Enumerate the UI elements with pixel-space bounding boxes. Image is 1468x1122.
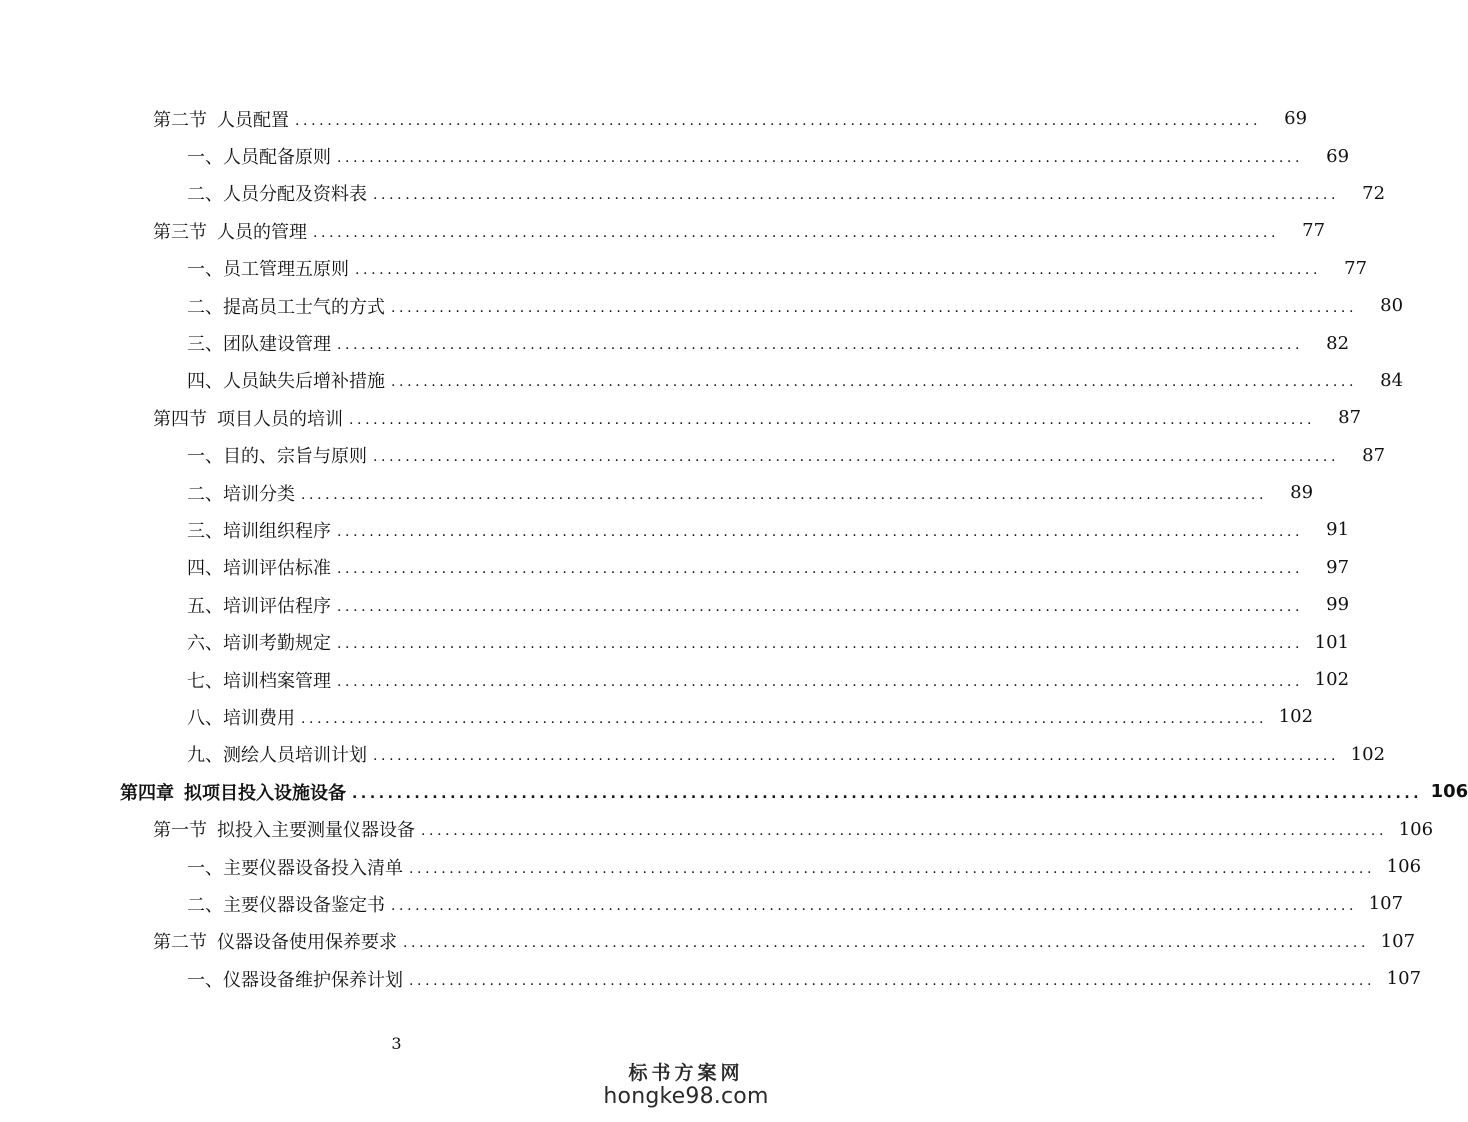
- toc-dot-leader: ........................................................................................................................: [337, 150, 1304, 167]
- toc-dot-leader: ........................................................................................................................: [373, 748, 1340, 765]
- toc-entry-item[interactable]: [0, 324, 1350, 361]
- toc-entry-label: 第二节: [153, 109, 207, 131]
- watermark-url: hongke98.com: [603, 1084, 769, 1109]
- toc-entry-title: [187, 480, 295, 506]
- toc-entry-text: 五、培训评估程序: [187, 595, 331, 617]
- toc-dot-leader: ........................................................................................................................: [301, 710, 1268, 727]
- toc-entry-text: 仪器设备使用保养要求: [217, 932, 397, 954]
- toc-dot-leader: ........................................................................................................................: [352, 785, 1423, 802]
- toc-entry-section[interactable]: [0, 810, 1434, 847]
- toc-dot-leader: ........................................................................................................................: [337, 636, 1304, 653]
- table-of-contents: [0, 100, 1468, 997]
- toc-entry-item[interactable]: [0, 250, 1368, 287]
- toc-entry-item[interactable]: [0, 960, 1422, 997]
- toc-entry-label: 第二节: [153, 932, 207, 954]
- toc-entry-title: [153, 816, 415, 842]
- toc-entry-page: 101: [1314, 631, 1350, 653]
- toc-entry-page: 84: [1380, 369, 1404, 391]
- toc-entry-text: 二、人员分配及资料表: [187, 184, 367, 206]
- toc-entry-item[interactable]: [0, 848, 1422, 885]
- toc-entry-section[interactable]: [0, 923, 1416, 960]
- toc-dot-leader: ........................................................................................................................: [373, 449, 1340, 466]
- toc-entry-text: 一、人员配备原则: [187, 147, 331, 169]
- toc-entry-item[interactable]: [0, 549, 1350, 586]
- toc-entry-title: [187, 143, 331, 169]
- toc-entry-item[interactable]: [0, 287, 1404, 324]
- toc-entry-section[interactable]: [0, 100, 1308, 137]
- toc-entry-page: 106: [1386, 856, 1422, 877]
- toc-entry-text: 一、主要仪器设备投入清单: [187, 857, 403, 879]
- toc-entry-page: 87: [1338, 407, 1362, 429]
- toc-entry-text: 三、培训组织程序: [187, 520, 331, 542]
- toc-entry-page: 77: [1344, 257, 1368, 279]
- toc-dot-leader: ........................................................................................................................: [337, 598, 1304, 615]
- toc-entry-title: [187, 629, 331, 655]
- toc-entry-item[interactable]: [0, 175, 1386, 212]
- toc-entry-page: 69: [1326, 145, 1350, 167]
- toc-dot-leader: ........................................................................................................................: [295, 112, 1262, 129]
- toc-entry-text: 四、人员缺失后增补措施: [187, 371, 385, 393]
- toc-entry-text: 一、员工管理五原则: [187, 259, 349, 281]
- toc-entry-title: [187, 592, 331, 618]
- toc-entry-page: 102: [1314, 669, 1350, 691]
- toc-entry-section[interactable]: [0, 212, 1326, 249]
- toc-entry-title: [187, 180, 367, 206]
- toc-dot-leader: ........................................................................................................................: [391, 374, 1358, 391]
- toc-entry-label: 第三节: [153, 221, 207, 243]
- toc-entry-page: 102: [1278, 706, 1314, 728]
- toc-entry-title: [187, 517, 331, 543]
- toc-entry-title: [187, 667, 331, 693]
- toc-entry-text: 人员配置: [217, 109, 289, 131]
- watermark-name: 标书方案网: [628, 1062, 744, 1084]
- toc-entry-page: 99: [1326, 594, 1350, 616]
- toc-entry-label: 第四章: [120, 782, 174, 804]
- toc-entry-page: 97: [1326, 556, 1350, 578]
- toc-dot-leader: ........................................................................................................................: [301, 486, 1268, 503]
- toc-entry-text: 三、团队建设管理: [187, 334, 331, 356]
- toc-entry-label: 第一节: [153, 820, 207, 842]
- toc-entry-page: 89: [1290, 482, 1314, 504]
- toc-entry-text: 二、主要仪器设备鉴定书: [187, 894, 385, 916]
- toc-entry-text: 拟投入主要测量仪器设备: [217, 820, 415, 842]
- toc-entry-page: 80: [1380, 295, 1404, 317]
- toc-entry-item[interactable]: [0, 511, 1350, 548]
- toc-entry-item[interactable]: [0, 661, 1350, 698]
- toc-entry-text: 四、培训评估标准: [187, 558, 331, 580]
- toc-entry-title: [187, 741, 367, 767]
- toc-entry-page: 102: [1350, 743, 1386, 765]
- toc-entry-page: 107: [1368, 893, 1404, 915]
- toc-entry-title: [187, 367, 385, 393]
- toc-entry-title: [153, 405, 343, 431]
- toc-dot-leader: ........................................................................................................................: [337, 673, 1304, 690]
- site-watermark: [591, 1062, 781, 1110]
- toc-entry-page: 72: [1362, 182, 1386, 204]
- toc-dot-leader: ........................................................................................................................: [409, 860, 1376, 877]
- toc-entry-item[interactable]: [0, 586, 1350, 623]
- toc-dot-leader: ........................................................................................................................: [373, 187, 1340, 204]
- toc-entry-section[interactable]: [0, 399, 1362, 436]
- toc-entry-text: 一、仪器设备维护保养计划: [187, 969, 403, 991]
- toc-entry-page: 82: [1326, 332, 1350, 354]
- toc-entry-page: 106: [1430, 781, 1468, 803]
- toc-entry-page: 106: [1398, 818, 1434, 840]
- toc-entry-item[interactable]: [0, 137, 1350, 174]
- toc-entry-chapter[interactable]: [0, 773, 1468, 810]
- toc-entry-title: [187, 255, 349, 281]
- toc-entry-label: 第四节: [153, 408, 207, 430]
- toc-entry-title: [120, 779, 346, 805]
- toc-entry-title: [187, 442, 367, 468]
- toc-entry-text: 项目人员的培训: [217, 408, 343, 430]
- toc-entry-page: 87: [1362, 444, 1386, 466]
- toc-entry-item[interactable]: [0, 362, 1404, 399]
- toc-entry-text: 拟项目投入设施设备: [184, 782, 346, 804]
- toc-entry-text: 一、目的、宗旨与原则: [187, 446, 367, 468]
- toc-entry-item[interactable]: [0, 698, 1314, 735]
- toc-entry-title: [187, 891, 385, 917]
- toc-entry-item[interactable]: [0, 736, 1386, 773]
- toc-entry-title: [153, 106, 289, 132]
- toc-dot-leader: ........................................................................................................................: [421, 823, 1388, 840]
- toc-entry-page: 69: [1284, 108, 1308, 130]
- toc-entry-page: 107: [1386, 968, 1422, 990]
- toc-entry-title: [153, 928, 397, 954]
- toc-entry-title: [187, 854, 403, 880]
- toc-dot-leader: ........................................................................................................................: [409, 972, 1376, 989]
- toc-entry-page: 77: [1302, 220, 1326, 242]
- toc-entry-text: 九、测绘人员培训计划: [187, 745, 367, 767]
- toc-entry-item[interactable]: [0, 474, 1314, 511]
- toc-entry-title: [187, 293, 385, 319]
- toc-entry-page: 91: [1326, 519, 1350, 541]
- toc-dot-leader: ........................................................................................................................: [403, 935, 1370, 952]
- toc-entry-title: [187, 554, 331, 580]
- toc-entry-title: [153, 218, 307, 244]
- toc-dot-leader: ........................................................................................................................: [355, 262, 1322, 279]
- toc-dot-leader: ........................................................................................................................: [349, 411, 1316, 428]
- page-number: 3: [391, 1034, 402, 1053]
- toc-entry-text: 七、培训档案管理: [187, 670, 331, 692]
- toc-entry-item[interactable]: [0, 885, 1404, 922]
- toc-entry-text: 六、培训考勤规定: [187, 633, 331, 655]
- toc-entry-item[interactable]: [0, 437, 1386, 474]
- toc-entry-title: [187, 966, 403, 992]
- toc-dot-leader: ........................................................................................................................: [337, 561, 1304, 578]
- toc-entry-title: [187, 704, 295, 730]
- toc-dot-leader: ........................................................................................................................: [337, 523, 1304, 540]
- toc-dot-leader: ........................................................................................................................: [313, 224, 1280, 241]
- toc-entry-item[interactable]: [0, 623, 1350, 660]
- toc-dot-leader: ........................................................................................................................: [391, 299, 1358, 316]
- toc-entry-text: 人员的管理: [217, 221, 307, 243]
- toc-entry-page: 107: [1380, 930, 1416, 952]
- toc-dot-leader: ........................................................................................................................: [391, 897, 1358, 914]
- toc-dot-leader: ........................................................................................................................: [337, 337, 1304, 354]
- toc-entry-text: 八、培训费用: [187, 707, 295, 729]
- toc-entry-text: 二、培训分类: [187, 483, 295, 505]
- toc-entry-text: 二、提高员工士气的方式: [187, 296, 385, 318]
- toc-entry-title: [187, 330, 331, 356]
